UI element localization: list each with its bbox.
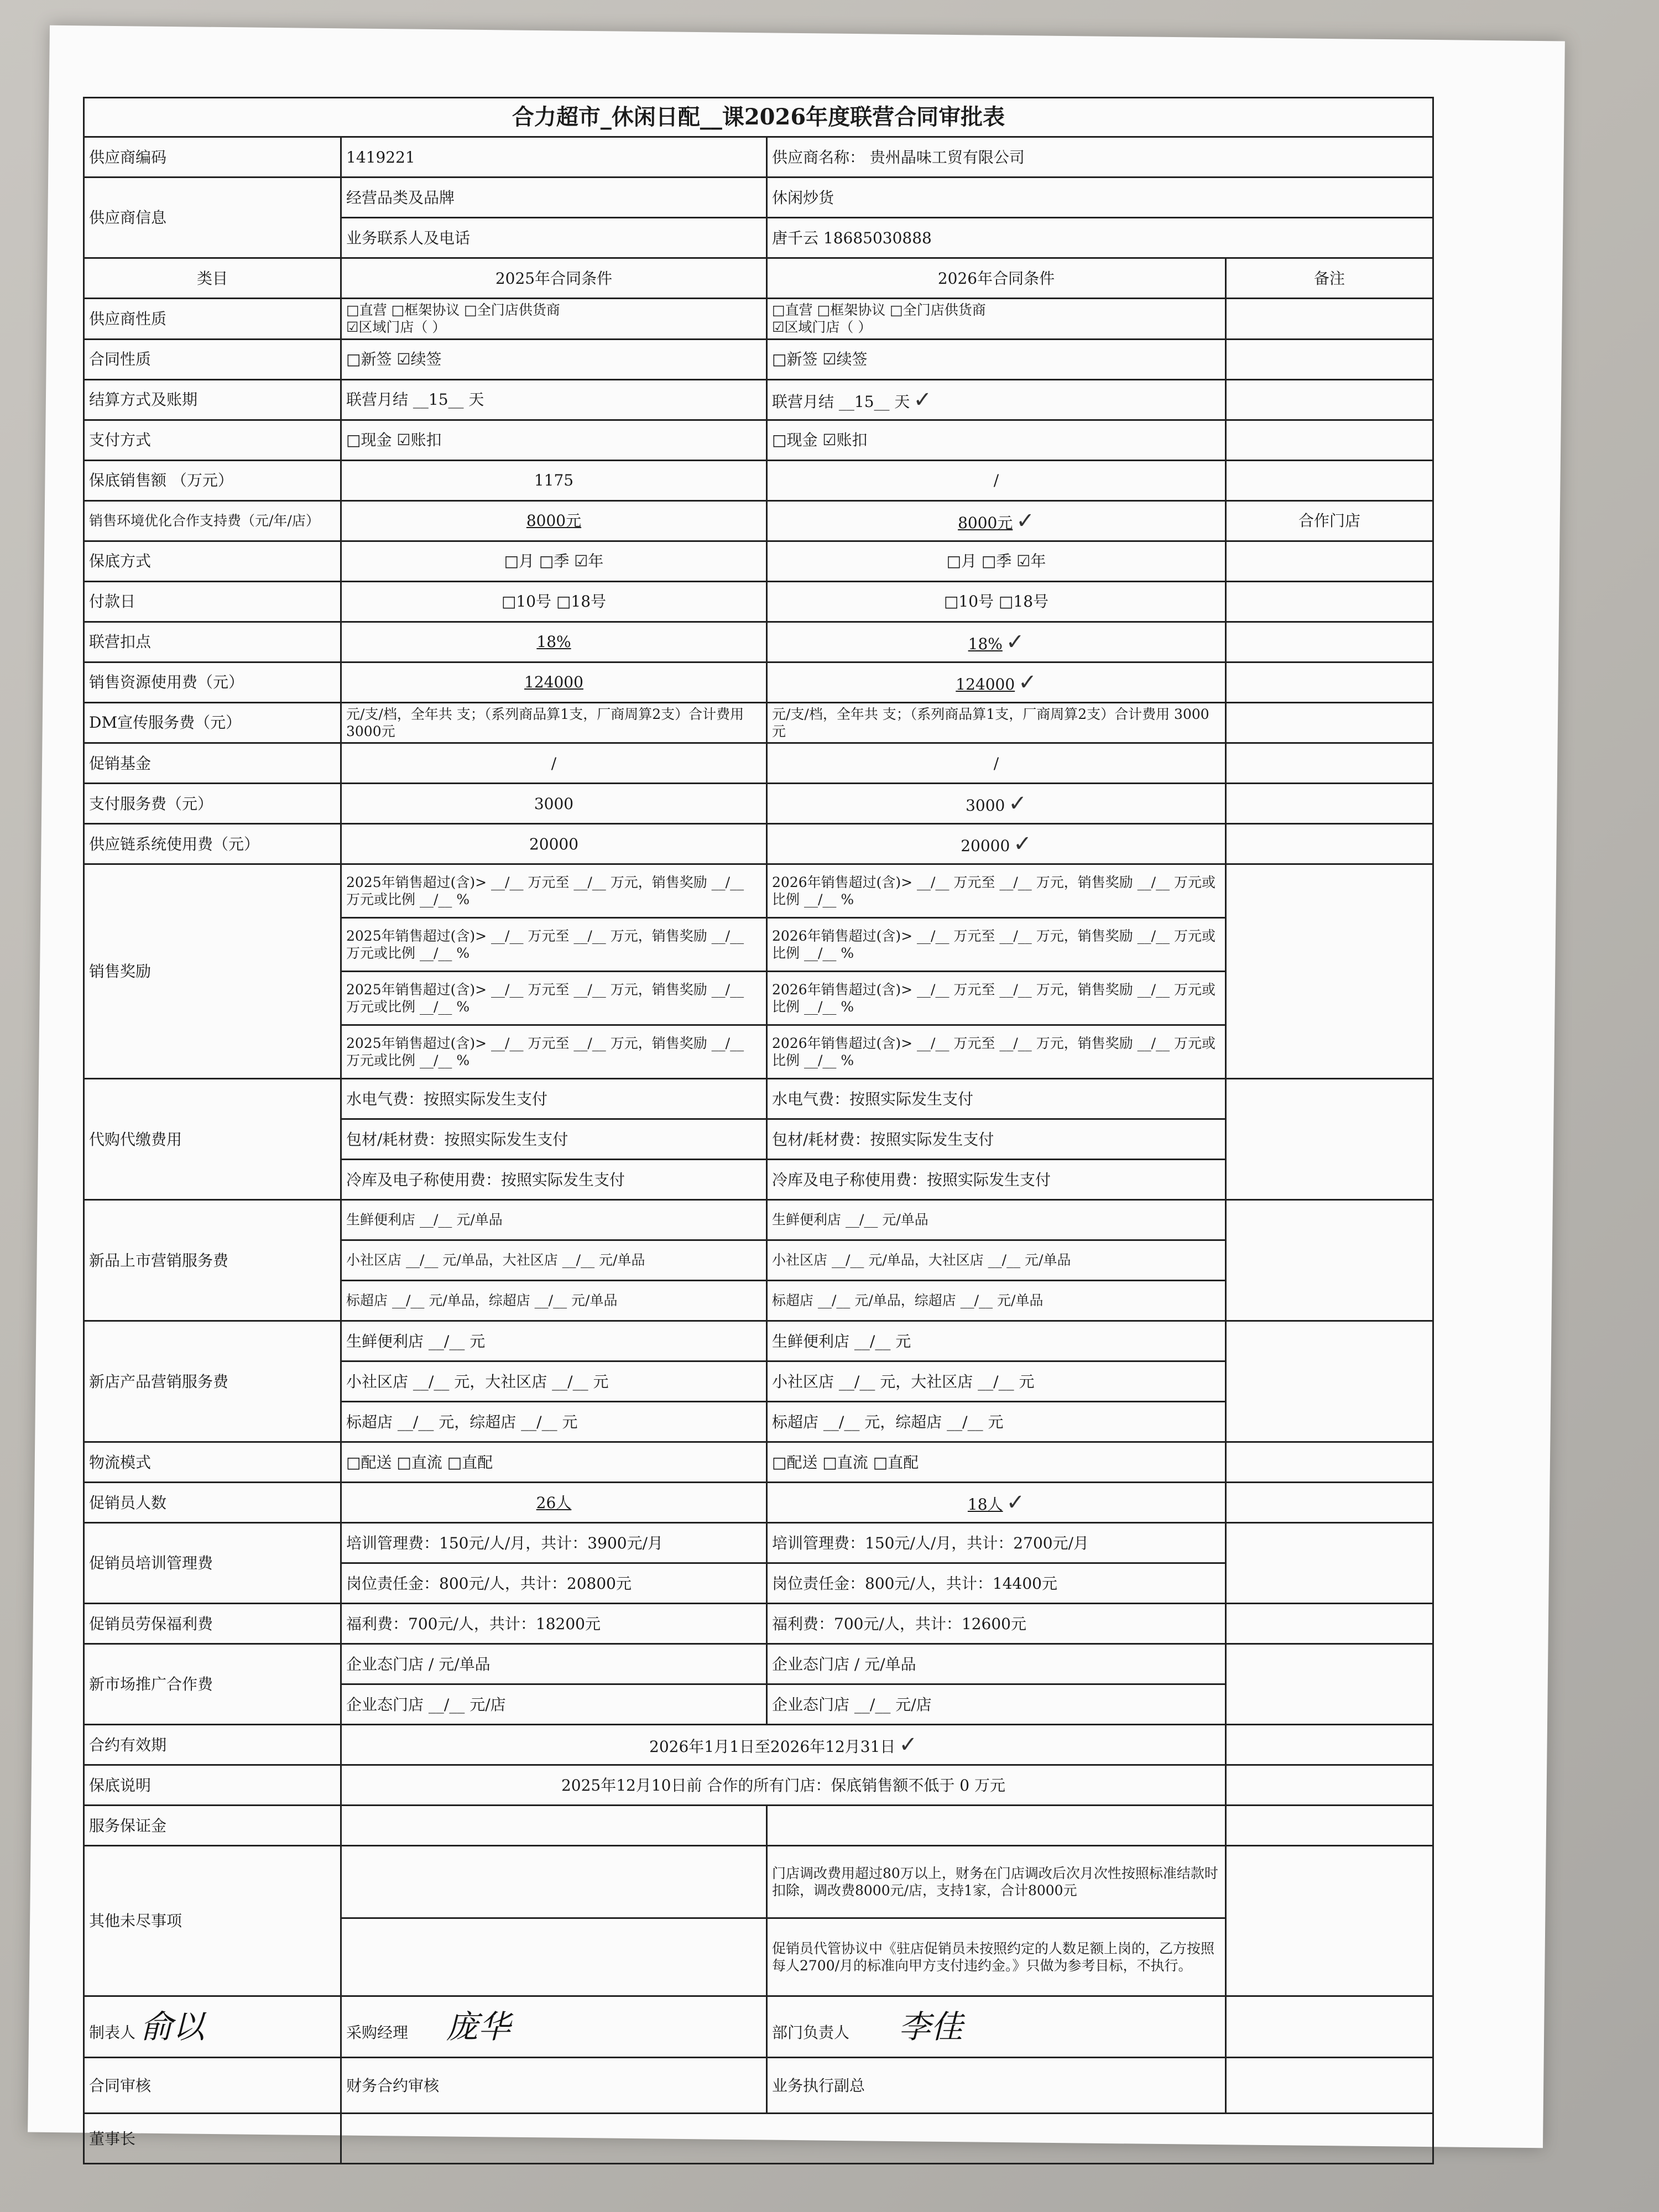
promoters-remark	[1226, 1483, 1433, 1523]
bonus-2026-tier: 2026年销售超过(含)> __/__ 万元至 __/__ 万元，销售奖励 __/__ 万元或比例 __/__ %	[767, 918, 1226, 972]
logistics-remark	[1226, 1442, 1433, 1483]
check-mark-icon: ✓	[913, 387, 932, 413]
rate-2025-cell	[341, 622, 767, 662]
finance-label: 财务合约审核	[341, 2058, 767, 2114]
min-sales-label: 保底销售额 （万元）	[84, 460, 341, 500]
header-2026: 2026年合同条件	[767, 258, 1226, 299]
market-label: 新市场推广合作费	[84, 1644, 341, 1725]
supply-2025: 20000	[341, 824, 767, 864]
promoters-2025: 26人	[536, 1493, 572, 1512]
payfee-2026-cell	[767, 784, 1226, 824]
header-item: 类目	[84, 258, 341, 299]
env-2026: 8000元	[958, 513, 1013, 532]
dept-cell	[767, 1996, 1226, 2058]
resource-2026-cell	[767, 662, 1226, 702]
validity-remark	[1226, 1725, 1433, 1765]
bonus-2025-tier: 2025年销售超过(含)> __/__ 万元至 __/__ 万元，销售奖励 __/__ 万元或比例 __/__ %	[341, 864, 767, 918]
fund-2026: /	[767, 743, 1226, 784]
vp-label: 业务执行副总	[767, 2058, 1226, 2114]
maker-signature: 俞以	[140, 2007, 205, 2046]
training-2026: 培训管理费：150元/人/月，共计：2700元/月	[767, 1523, 1226, 1563]
min-sales-2026: /	[767, 460, 1226, 500]
category-label: 经营品类及品牌	[341, 178, 767, 218]
contract-label: 合同性质	[84, 339, 341, 379]
settle-2026: 联营月结 __15__ 天	[772, 392, 910, 411]
supply-remark	[1226, 824, 1433, 864]
bonus-2026-tier: 2026年销售超过(含)> __/__ 万元至 __/__ 万元，销售奖励 __/__ 万元或比例 __/__ %	[767, 972, 1226, 1025]
min-method-2025: □月 □季 ☑年	[341, 541, 767, 581]
promoters-2025-cell	[341, 1483, 767, 1523]
newprod-2025-l1: 生鲜便利店 __/__ 元/单品	[341, 1200, 767, 1240]
agency-2025-packaging: 包材/耗材费：按照实际发生支付	[341, 1119, 767, 1160]
supply-label: 供应链系统使用费（元）	[84, 824, 341, 864]
logistics-2025: □配送 □直流 □直配	[341, 1442, 767, 1483]
other-note-2: 促销员代管协议中《驻店促销员未按照约定的人数足额上岗的，乙方按照每人2700/月的标准向甲方支付违约金。》只做为参考目标，不执行。	[767, 1918, 1226, 1996]
other-2025-b	[341, 1918, 767, 1996]
bonus-remark	[1226, 864, 1433, 1079]
min-method-label: 保底方式	[84, 541, 341, 581]
promoters-2026-cell	[767, 1483, 1226, 1523]
welfare-remark	[1226, 1604, 1433, 1644]
agency-remark	[1226, 1079, 1433, 1200]
newstore-2026-l1: 生鲜便利店 __/__ 元	[767, 1321, 1226, 1361]
check-mark-icon: ✓	[1006, 1490, 1025, 1515]
payfee-2026: 3000	[966, 796, 1005, 815]
pay-day-2026: □10号 □18号	[767, 581, 1226, 622]
duty-2026: 岗位责任金：800元/人，共计：14400元	[767, 1563, 1226, 1604]
newprod-2026-l1: 生鲜便利店 __/__ 元/单品	[767, 1200, 1226, 1240]
market-2026-l1: 企业态门店 / 元/单品	[767, 1644, 1226, 1684]
env-remark: 合作门店	[1226, 500, 1433, 541]
settle-label: 结算方式及账期	[84, 379, 341, 420]
training-label: 促销员培训管理费	[84, 1523, 341, 1604]
dept-label: 部门负责人	[772, 2023, 850, 2042]
rate-2026-cell	[767, 622, 1226, 662]
supply-2026-cell	[767, 824, 1226, 864]
maker-cell	[84, 1996, 341, 2058]
fund-2025: /	[341, 743, 767, 784]
supplier-info-label: 供应商信息	[84, 178, 341, 258]
newstore-2025-l3: 标超店 __/__ 元，综超店 __/__ 元	[341, 1402, 767, 1442]
deposit-remark	[1226, 1806, 1433, 1846]
chair-sign-area	[341, 2114, 1433, 2164]
welfare-2026: 福利费：700元/人，共计：12600元	[767, 1604, 1226, 1644]
pay-2025: □现金 ☑账扣	[341, 420, 767, 460]
contact-value: 唐千云 18685030888	[767, 218, 1433, 258]
market-remark	[1226, 1644, 1433, 1725]
resource-2025-cell	[341, 662, 767, 702]
bonus-2026-tier: 2026年销售超过(含)> __/__ 万元至 __/__ 万元，销售奖励 __/__ 万元或比例 __/__ %	[767, 864, 1226, 918]
rate-2025: 18%	[536, 633, 571, 651]
promoters-label: 促销员人数	[84, 1483, 341, 1523]
guarantee-remark	[1226, 1765, 1433, 1806]
buyer-label: 采购经理	[346, 2023, 409, 2042]
min-sales-2025: 1175	[341, 460, 767, 500]
rate-2026: 18%	[968, 634, 1003, 653]
bonus-2025-tier: 2025年销售超过(含)> __/__ 万元至 __/__ 万元，销售奖励 __/__ 万元或比例 __/__ %	[341, 918, 767, 972]
check-mark-icon: ✓	[1018, 669, 1037, 695]
dm-2026: 元/支/档，全年共 支；（系列商品算1支，厂商周算2支）合计费用 3000元	[767, 702, 1226, 743]
resource-remark	[1226, 662, 1433, 702]
agency-2025-cold: 冷库及电子称使用费：按照实际发生支付	[341, 1160, 767, 1200]
contract-2025: □新签 ☑续签	[341, 339, 767, 379]
supplier-name-label: 供应商名称	[772, 148, 850, 166]
min-method-2026: □月 □季 ☑年	[767, 541, 1226, 581]
check-mark-icon: ✓	[1013, 831, 1032, 857]
category-value: 休闲炒货	[767, 178, 1433, 218]
contract-2026: □新签 ☑续签	[767, 339, 1226, 379]
bonus-2025-tier: 2025年销售超过(含)> __/__ 万元至 __/__ 万元，销售奖励 __/__ 万元或比例 __/__ %	[341, 1025, 767, 1079]
env-label: 销售环境优化合作支持费（元/年/店）	[84, 500, 341, 541]
newstore-remark	[1226, 1321, 1433, 1442]
supplier-code: 1419221	[341, 137, 767, 178]
newprod-label: 新品上市营销服务费	[84, 1200, 341, 1321]
newprod-remark	[1226, 1200, 1433, 1321]
logistics-label: 物流模式	[84, 1442, 341, 1483]
newstore-2026-l3: 标超店 __/__ 元，综超店 __/__ 元	[767, 1402, 1226, 1442]
welfare-2025: 福利费：700元/人，共计：18200元	[341, 1604, 767, 1644]
form-title: 合力超市_休闲日配__课2026年度联营合同审批表	[84, 98, 1433, 137]
resource-2025: 124000	[524, 673, 583, 691]
pay-2026: □现金 ☑账扣	[767, 420, 1226, 460]
chair-label: 董事长	[84, 2114, 341, 2164]
dm-2025: 元/支/档，全年共 支；（系列商品算1支，厂商周算2支）合计费用 3000元	[341, 702, 767, 743]
newprod-2026-l3: 标超店 __/__ 元/单品，综超店 __/__ 元/单品	[767, 1281, 1226, 1321]
newstore-label: 新店产品营销服务费	[84, 1321, 341, 1442]
pay-day-2025: □10号 □18号	[341, 581, 767, 622]
newstore-2025-l2: 小社区店 __/__ 元，大社区店 __/__ 元	[341, 1361, 767, 1402]
newstore-2026-l2: 小社区店 __/__ 元，大社区店 __/__ 元	[767, 1361, 1226, 1402]
deposit-2025	[341, 1806, 767, 1846]
deposit-2026	[767, 1806, 1226, 1846]
contract-remark	[1226, 339, 1433, 379]
guarantee-label: 保底说明	[84, 1765, 341, 1806]
min-sales-remark	[1226, 460, 1433, 500]
market-2026-l2: 企业态门店 __/__ 元/店	[767, 1684, 1226, 1725]
pay-label: 支付方式	[84, 420, 341, 460]
payfee-remark	[1226, 784, 1433, 824]
nature-2025-a: □直营 □框架协议 □全门店供货商	[346, 302, 560, 318]
deposit-label: 服务保证金	[84, 1806, 341, 1846]
contact-label: 业务联系人及电话	[341, 218, 767, 258]
env-2026-cell	[767, 500, 1226, 541]
maker-label: 制表人	[89, 2023, 136, 2042]
env-2025-cell	[341, 500, 767, 541]
agency-2025-utilities: 水电气费：按照实际发生支付	[341, 1079, 767, 1119]
supplier-name-cell: 供应商名称： 贵州晶味工贸有限公司	[767, 137, 1433, 178]
agency-2026-utilities: 水电气费：按照实际发生支付	[767, 1079, 1226, 1119]
agency-label: 代购代缴费用	[84, 1079, 341, 1200]
validity-cell	[341, 1725, 1226, 1765]
resource-2026: 124000	[956, 675, 1015, 693]
buyer-cell	[341, 1996, 767, 2058]
rate-label: 联营扣点	[84, 622, 341, 662]
newprod-2025-l2: 小社区店 __/__ 元/单品，大社区店 __/__ 元/单品	[341, 1240, 767, 1281]
nature-2025-b: ☑区域门店（ ）	[346, 319, 446, 336]
check-mark-icon: ✓	[1016, 508, 1035, 534]
resource-label: 销售资源使用费（元）	[84, 662, 341, 702]
dm-label: DM宣传服务费（元）	[84, 702, 341, 743]
validity-label: 合约有效期	[84, 1725, 341, 1765]
pay-day-remark	[1226, 581, 1433, 622]
validity-value: 2026年1月1日至2026年12月31日	[649, 1738, 896, 1756]
supplier-name: 贵州晶味工贸有限公司	[869, 148, 1025, 166]
settle-remark	[1226, 379, 1433, 420]
fund-remark	[1226, 743, 1433, 784]
check-mark-icon: ✓	[1005, 629, 1025, 655]
check-mark-icon: ✓	[899, 1732, 917, 1757]
supply-2026: 20000	[961, 837, 1010, 855]
pay-day-label: 付款日	[84, 581, 341, 622]
duty-2025: 岗位责任金：800元/人，共计：20800元	[341, 1563, 767, 1604]
logistics-2026: □配送 □直流 □直配	[767, 1442, 1226, 1483]
fund-label: 促销基金	[84, 743, 341, 784]
bonus-2026-tier: 2026年销售超过(含)> __/__ 万元至 __/__ 万元，销售奖励 __/__ 万元或比例 __/__ %	[767, 1025, 1226, 1079]
bonus-label: 销售奖励	[84, 864, 341, 1079]
nature-remark	[1226, 299, 1433, 340]
dept-remark	[1226, 1996, 1433, 2058]
training-remark	[1226, 1523, 1433, 1604]
buyer-signature: 庞华	[446, 2007, 510, 2046]
agency-2026-packaging: 包材/耗材费：按照实际发生支付	[767, 1119, 1226, 1160]
newstore-2025-l1: 生鲜便利店 __/__ 元	[341, 1321, 767, 1361]
dept-signature: 李佳	[898, 2007, 963, 2046]
agency-2026-cold: 冷库及电子称使用费：按照实际发生支付	[767, 1160, 1226, 1200]
check-mark-icon: ✓	[1008, 791, 1027, 816]
approval-form	[83, 97, 1434, 2164]
newprod-2025-l3: 标超店 __/__ 元/单品，综超店 __/__ 元/单品	[341, 1281, 767, 1321]
market-2025-l1: 企业态门店 / 元/单品	[341, 1644, 767, 1684]
market-2025-l2: 企业态门店 __/__ 元/店	[341, 1684, 767, 1725]
other-remark	[1226, 1846, 1433, 1996]
header-remark: 备注	[1226, 258, 1433, 299]
rate-remark	[1226, 622, 1433, 662]
pay-remark	[1226, 420, 1433, 460]
payfee-2025: 3000	[341, 784, 767, 824]
other-label: 其他未尽事项	[84, 1846, 341, 1996]
other-note-1: 门店调改费用超过80万以上，财务在门店调改后次月次性按照标准结款时扣除，调改费8000元/店，支持1家，合计8000元	[767, 1846, 1226, 1918]
newprod-2026-l2: 小社区店 __/__ 元/单品，大社区店 __/__ 元/单品	[767, 1240, 1226, 1281]
nature-label: 供应商性质	[84, 299, 341, 340]
min-method-remark	[1226, 541, 1433, 581]
settle-2025: 联营月结 __15__ 天	[341, 379, 767, 420]
audit-label: 合同审核	[84, 2058, 341, 2114]
vp-remark	[1226, 2058, 1433, 2114]
training-2025: 培训管理费：150元/人/月，共计：3900元/月	[341, 1523, 767, 1563]
welfare-label: 促销员劳保福利费	[84, 1604, 341, 1644]
payfee-label: 支付服务费（元）	[84, 784, 341, 824]
nature-2026-b: ☑区域门店（ ）	[772, 319, 872, 336]
guarantee-value: 2025年12月10日前 合作的所有门店：保底销售额不低于 0 万元	[341, 1765, 1226, 1806]
other-2025-a	[341, 1846, 767, 1918]
supplier-code-label: 供应商编码	[84, 137, 341, 178]
dm-remark	[1226, 702, 1433, 743]
promoters-2026: 18人	[967, 1495, 1003, 1514]
bonus-2025-tier: 2025年销售超过(含)> __/__ 万元至 __/__ 万元，销售奖励 __/__ 万元或比例 __/__ %	[341, 972, 767, 1025]
nature-2026-a: □直营 □框架协议 □全门店供货商	[772, 302, 986, 318]
nature-2026	[767, 299, 1226, 340]
header-2025: 2025年合同条件	[341, 258, 767, 299]
settle-2026-cell	[767, 379, 1226, 420]
nature-2025	[341, 299, 767, 340]
env-2025: 8000元	[526, 512, 582, 530]
